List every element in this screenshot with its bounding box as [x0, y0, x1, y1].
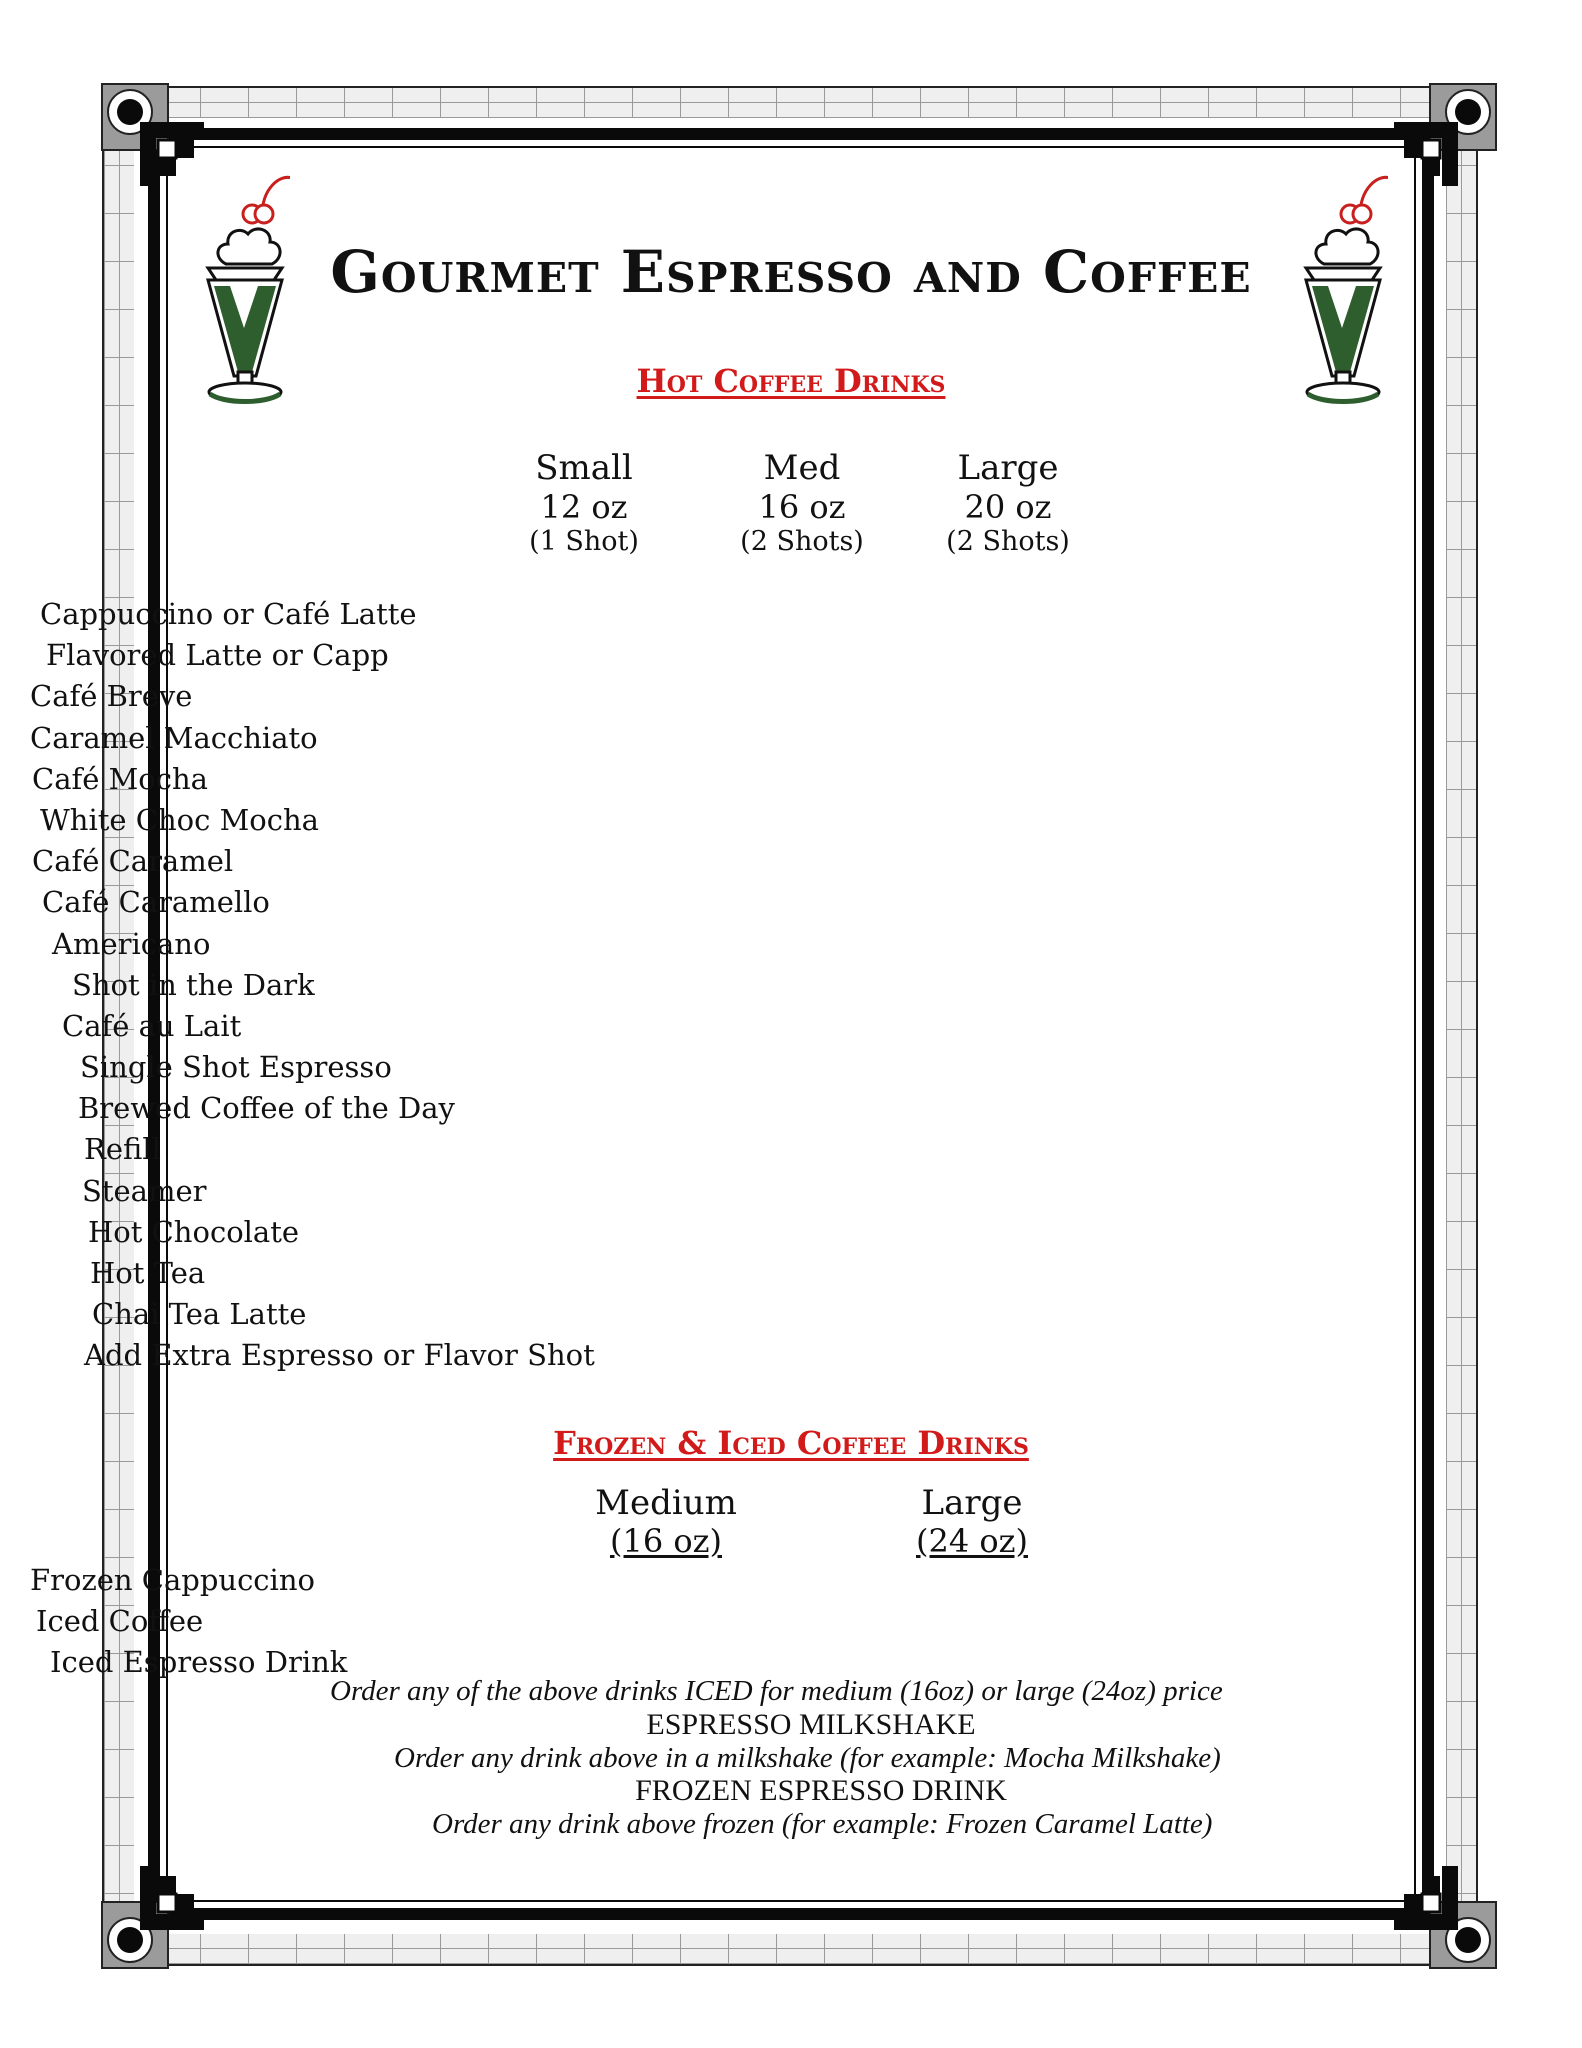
corner-ornament-icon	[1394, 82, 1498, 186]
list-item: Hot Chocolate	[88, 1214, 300, 1249]
hot-coffee-heading: Hot Coffee Drinks	[636, 362, 946, 400]
list-item: Chai Tea Latte	[92, 1297, 307, 1332]
list-item: Single Shot Espresso	[80, 1050, 392, 1085]
list-item: Brewed Coffee of the Day	[78, 1091, 455, 1126]
size-name: Medium	[595, 1483, 737, 1523]
hot-drink-list	[0, 594, 1582, 1377]
size-name: Med	[763, 448, 841, 488]
list-item: Refill	[84, 1132, 161, 1167]
size-column-medium	[556, 1484, 776, 1560]
list-item: Cappuccino or Café Latte	[40, 597, 417, 631]
frame-tile-strip-top	[104, 88, 1476, 118]
list-item: Frozen Cappuccino	[30, 1563, 315, 1597]
size-ounces: 12 oz	[540, 488, 628, 526]
list-item: Café au Lait	[62, 1008, 242, 1043]
frozen-espresso-label: FROZEN ESPRESSO DRINK	[635, 1774, 1007, 1807]
espresso-milkshake-label: ESPRESSO MILKSHAKE	[646, 1708, 976, 1741]
size-ounces: 16 oz	[758, 488, 846, 526]
size-shots: (2 Shots)	[740, 526, 864, 557]
frame-tile-strip-bottom	[104, 1934, 1476, 1964]
milkshake-note: Order any drink above in a milkshake (for example: Mocha Milkshake)	[394, 1742, 1221, 1774]
list-item: Steamer	[82, 1173, 207, 1208]
size-column-large	[862, 1484, 1082, 1560]
size-name: Small	[535, 448, 633, 488]
list-item: Americano	[52, 926, 211, 961]
size-name: Large	[921, 1483, 1023, 1523]
frozen-iced-heading: Frozen & Iced Coffee Drinks	[553, 1424, 1029, 1462]
size-shots: (1 Shot)	[529, 526, 639, 557]
size-ounces: (16 oz)	[610, 1522, 722, 1560]
menu-title: Gourmet Espresso and Coffee	[330, 238, 1252, 306]
size-column-med	[702, 448, 902, 558]
list-item: Shot in the Dark	[72, 967, 315, 1002]
size-ounces: 20 oz	[964, 488, 1052, 526]
list-item: Hot Tea	[90, 1256, 206, 1290]
size-column-large	[908, 448, 1108, 558]
list-item: Café Breve	[30, 679, 193, 714]
size-name: Large	[957, 448, 1059, 488]
list-item: Café Caramel	[32, 844, 234, 879]
list-item: Caramel Macchiato	[30, 720, 318, 755]
list-item: Café Caramello	[42, 885, 270, 920]
list-item: White Choc Mocha	[40, 802, 319, 837]
size-ounces: (24 oz)	[916, 1522, 1028, 1560]
list-item: Iced Espresso Drink	[50, 1645, 348, 1679]
size-shots: (2 Shots)	[946, 526, 1070, 557]
list-item: Add Extra Espresso or Flavor Shot	[84, 1338, 595, 1373]
corner-ornament-icon	[1394, 1866, 1498, 1970]
iced-price-note: Order any of the above drinks ICED for medium (16oz) or large (24oz) price	[330, 1675, 1223, 1707]
corner-ornament-icon	[100, 82, 204, 186]
corner-ornament-icon	[100, 1866, 204, 1970]
frozen-drink-list	[0, 1560, 1582, 1683]
frozen-note: Order any drink above frozen (for example: Frozen Caramel Latte)	[432, 1808, 1213, 1840]
list-item: Café Mocha	[32, 761, 208, 796]
list-item: Iced Coffee	[36, 1604, 204, 1638]
size-column-small	[484, 448, 684, 558]
list-item: Flavored Latte or Capp	[46, 638, 389, 673]
